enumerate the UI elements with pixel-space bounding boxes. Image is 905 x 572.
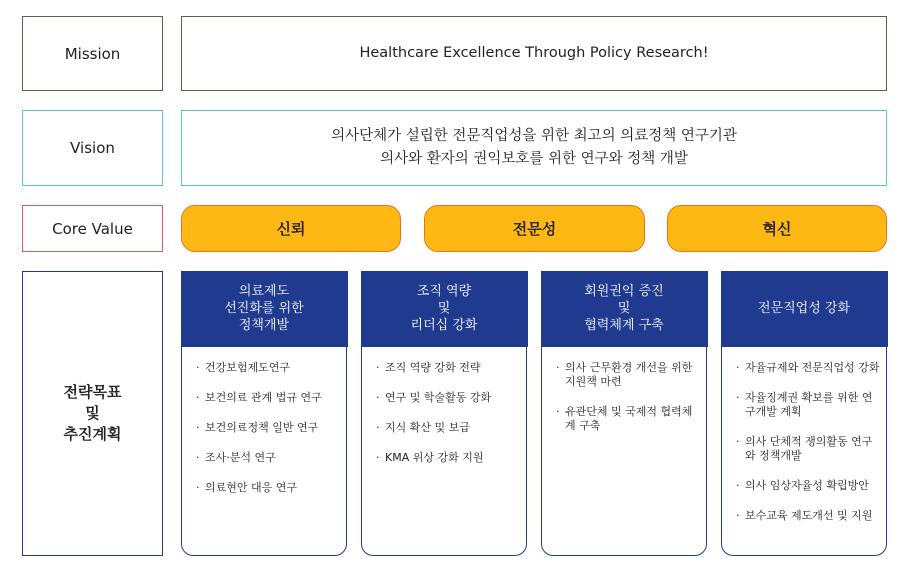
list-item: · 건강보험제도연구 <box>196 361 340 375</box>
core-value-expertise <box>424 205 645 252</box>
column-title-line: 리더십 강화 <box>410 318 478 333</box>
list-item: · 보건의료정책 일반 연구 <box>196 421 340 435</box>
list-item: · 조사·분석 연구 <box>196 451 340 465</box>
column-title-line: 및 <box>617 301 631 316</box>
vision-statement <box>181 110 887 186</box>
column-title-line: 조직 역량 <box>416 284 472 299</box>
list-item: · 보수교육 제도개선 및 지원 <box>736 509 880 523</box>
core-value-expertise-text: 전문성 <box>512 220 557 238</box>
column-title-line: 선진화를 위한 <box>224 301 304 316</box>
list-item: · 자율규제와 전문직업성 강화 <box>736 361 880 375</box>
strategy-column-leadership-list <box>362 347 526 465</box>
column-title-line: 의료제도 <box>238 284 290 299</box>
list-item: · 유관단체 및 국제적 협력체계 구축 <box>556 405 700 433</box>
list-item: · 의사 근무환경 개선을 위한 지원책 마련 <box>556 361 700 389</box>
vision-line-1: 의사단체가 설립한 전문직업성을 위한 최고의 의료정책 연구기관 <box>331 128 737 144</box>
column-title-line: 회원권익 증진 <box>584 284 664 299</box>
column-title-line: 전문직업성 강화 <box>757 301 851 316</box>
mission-statement <box>181 16 887 91</box>
strategy-column-policy <box>181 271 347 556</box>
column-title-line: 협력체계 구축 <box>584 318 664 333</box>
vision-label <box>22 110 163 186</box>
list-item: · 의료현안 대응 연구 <box>196 481 340 495</box>
list-item: · 의사 임상자율성 확립방안 <box>736 479 880 493</box>
list-item: · 자율징계권 확보를 위한 연구개발 계획 <box>736 391 880 419</box>
list-item: · 보건의료 관계 법규 연구 <box>196 391 340 405</box>
strategy-column-professionalism <box>721 271 887 556</box>
list-item: · 지식 확산 및 보급 <box>376 421 520 435</box>
core-value-innovation <box>667 205 887 252</box>
strategy-column-professionalism-list <box>722 347 886 523</box>
column-title-line: 및 <box>437 301 451 316</box>
strategy-column-leadership <box>361 271 527 556</box>
strategy-column-professionalism-header <box>721 271 888 347</box>
list-item: · KMA 위상 강화 지원 <box>376 451 520 465</box>
core-value-label <box>22 205 163 252</box>
vision-label-text: Vision <box>70 139 115 157</box>
strategy-column-members-list <box>542 347 706 433</box>
strategy-label-line-3: 추진계획 <box>63 425 122 443</box>
list-item: · 조직 역량 강화 전략 <box>376 361 520 375</box>
list-item: · 의사 단체적 쟁의활동 연구와 정책개발 <box>736 435 880 463</box>
strategy-column-members-header <box>541 271 708 347</box>
strategy-label-line-2: 및 <box>85 404 100 422</box>
list-item: · 연구 및 학술활동 강화 <box>376 391 520 405</box>
core-value-label-text: Core Value <box>52 219 133 238</box>
vision-line-2: 의사와 환자의 권익보호를 위한 연구와 정책 개발 <box>380 151 688 167</box>
strategy-column-policy-header <box>181 271 348 347</box>
strategy-label-line-1: 전략목표 <box>63 383 122 401</box>
core-value-innovation-text: 혁신 <box>762 220 792 238</box>
strategy-column-leadership-header <box>361 271 528 347</box>
column-title-line: 정책개발 <box>238 318 290 333</box>
mission-label <box>22 16 163 91</box>
strategy-column-policy-list <box>182 347 346 495</box>
core-value-trust-text: 신뢰 <box>276 220 306 238</box>
strategy-label <box>22 271 163 556</box>
mission-label-text: Mission <box>64 44 121 63</box>
mission-text: Healthcare Excellence Through Policy Research! <box>359 45 709 61</box>
core-value-trust <box>181 205 401 252</box>
strategy-column-members <box>541 271 707 556</box>
